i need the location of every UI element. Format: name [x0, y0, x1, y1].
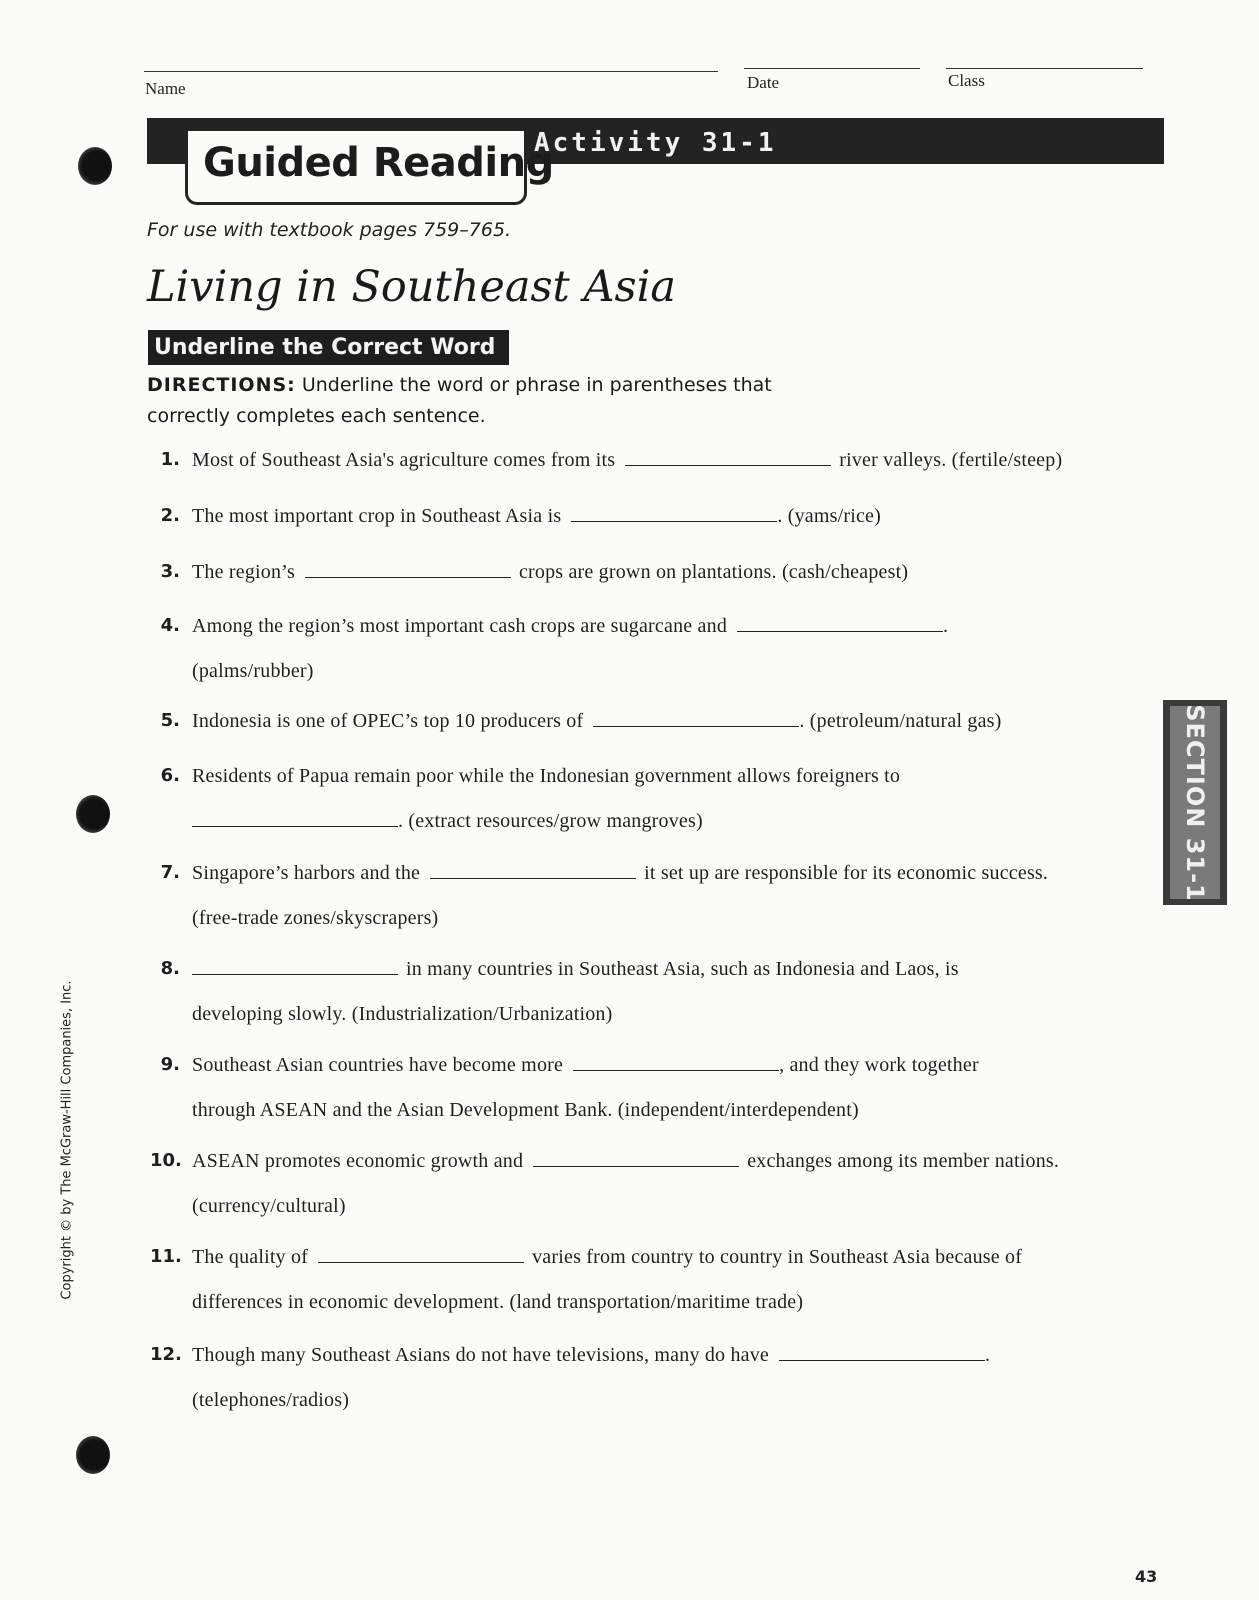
punch-hole-bottom	[76, 1436, 110, 1474]
question-text-after: river valleys. (fertile/steep)	[839, 449, 1063, 471]
question-number: 11.	[150, 1246, 182, 1267]
question-number: 9.	[160, 1054, 180, 1075]
answer-blank[interactable]	[737, 631, 943, 632]
page-number: 43	[1135, 1567, 1158, 1586]
question-number: 7.	[160, 862, 180, 883]
question-text-before: The most important crop in Southeast Asia is	[192, 505, 562, 527]
question-text-before: The region’s	[192, 561, 295, 583]
activity-number: Activity 31-1	[534, 128, 777, 158]
question-text-before: The quality of	[192, 1246, 309, 1268]
question-text-continued: through ASEAN and the Asian Development Bank. (independent/interdependent)	[192, 1099, 859, 1121]
name-field-line[interactable]	[144, 71, 718, 72]
answer-blank[interactable]	[318, 1262, 524, 1263]
answer-blank[interactable]	[430, 878, 636, 879]
answer-blank[interactable]	[573, 1070, 779, 1071]
question-number: 12.	[150, 1344, 182, 1365]
question-text-after: it set up are responsible for its economic success.	[644, 862, 1049, 884]
question-text-continued: developing slowly. (Industrialization/Urbanization)	[192, 1003, 613, 1025]
question-text-before: Among the region’s most important cash crops are sugarcane and	[192, 615, 728, 637]
question-text-after: exchanges among its member nations.	[747, 1150, 1060, 1172]
answer-blank[interactable]	[192, 974, 398, 975]
answer-blank[interactable]	[305, 577, 511, 578]
question-number: 4.	[160, 615, 180, 636]
question-text-before: Singapore’s harbors and the	[192, 862, 421, 884]
class-label: Class	[948, 71, 985, 90]
answer-blank[interactable]	[625, 465, 831, 466]
question-text-continued: (currency/cultural)	[192, 1195, 346, 1217]
question-number: 3.	[160, 561, 180, 582]
directions	[147, 370, 847, 432]
punch-hole-top	[78, 147, 112, 185]
section-tab-label: SECTION 31-1	[1181, 704, 1209, 902]
question-text-continued: . (extract resources/grow mangroves)	[398, 810, 703, 832]
question-text-after: in many countries in Southeast Asia, such as Indonesia and Laos, is	[406, 958, 959, 980]
question-text-before: ASEAN promotes economic growth and	[192, 1150, 524, 1172]
question-number: 6.	[160, 765, 180, 786]
question-text-continued: (telephones/radios)	[192, 1389, 350, 1411]
question-text-before: Southeast Asian countries have become more	[192, 1054, 564, 1076]
directions-text-line2: correctly completes each sentence.	[147, 405, 486, 427]
answer-blank[interactable]	[593, 726, 799, 727]
directions-text-line1: Underline the word or phrase in parentheses that	[301, 374, 772, 396]
class-field-line[interactable]	[946, 68, 1143, 69]
question-text-continued: differences in economic development. (land transportation/maritime trade)	[192, 1291, 804, 1313]
question-number: 8.	[160, 958, 180, 979]
question-number: 5.	[160, 710, 180, 731]
question-text-after: .	[943, 615, 949, 637]
question-text-after: . (yams/rice)	[777, 505, 881, 527]
textbook-pages-note: For use with textbook pages 759–765.	[147, 219, 512, 241]
question-text-continued: (free-trade zones/skyscrapers)	[192, 907, 439, 929]
question-text-before: Residents of Papua remain poor while the Indonesian government allows foreigners to	[192, 765, 901, 787]
question-text-continued: (palms/rubber)	[192, 660, 314, 682]
page-title: Living in Southeast Asia	[147, 262, 676, 312]
question-text-before: Indonesia is one of OPEC’s top 10 producers of	[192, 710, 584, 732]
answer-blank[interactable]	[533, 1166, 739, 1167]
question-number: 1.	[160, 449, 180, 470]
section-heading: Underline the Correct Word	[148, 330, 509, 365]
name-label: Name	[145, 79, 186, 98]
question-text-after: . (petroleum/natural gas)	[799, 710, 1002, 732]
directions-label: DIRECTIONS:	[147, 374, 296, 396]
question-text-before: Most of Southeast Asia's agriculture comes from its	[192, 449, 616, 471]
answer-blank[interactable]	[571, 521, 777, 522]
question-number: 2.	[160, 505, 180, 526]
question-text-after: varies from country to country in Southeast Asia because of	[532, 1246, 1023, 1268]
punch-hole-middle	[76, 795, 110, 833]
guided-reading-title: Guided Reading	[203, 140, 554, 186]
question-number: 10.	[150, 1150, 182, 1171]
question-text-after: crops are grown on plantations. (cash/cheapest)	[518, 561, 909, 583]
question-text-after: , and they work together	[779, 1054, 979, 1076]
date-label: Date	[747, 73, 780, 92]
date-field-line[interactable]	[744, 68, 920, 69]
answer-blank[interactable]	[779, 1360, 985, 1361]
answer-blank[interactable]	[192, 826, 398, 827]
copyright-notice: Copyright © by The McGraw-Hill Companies, Inc.	[59, 980, 75, 1300]
question-text-after: .	[985, 1344, 991, 1366]
question-text-before: Though many Southeast Asians do not have televisions, many do have	[192, 1344, 770, 1366]
